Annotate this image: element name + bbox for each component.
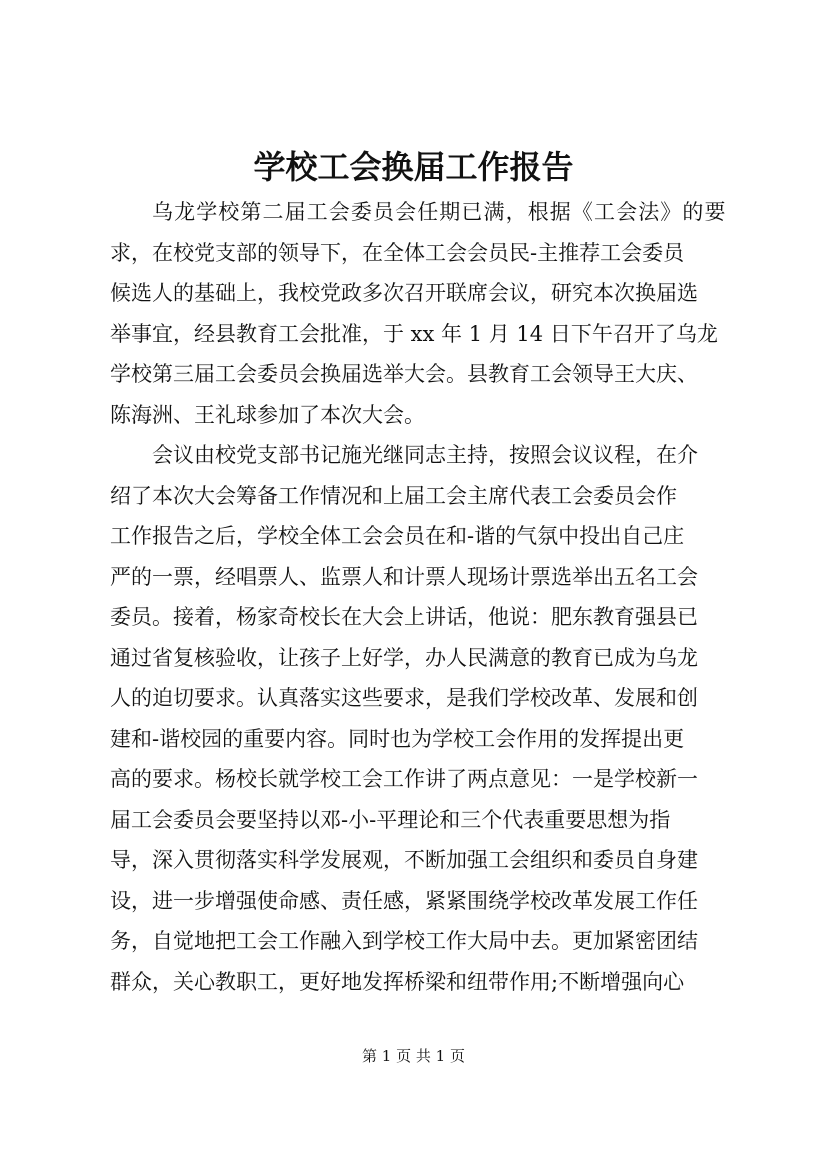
text-line: 人的迫切要求。认真落实这些要求，是我们学校改革、发展和创 — [110, 686, 698, 710]
text-line: 委员。接着，杨家奇校长在大会上讲话，他说：肥东教育强县已 — [110, 605, 698, 629]
paragraph-1 — [110, 192, 750, 435]
text-line: 通过省复核验收，让孩子上好学，办人民满意的教育已成为乌龙 — [110, 645, 698, 670]
text-line: 建和-谐校园的重要内容。同时也为学校工会作用的发挥提出更 — [110, 726, 685, 751]
text-line: 乌龙学校第二届工会委员会任期已满，根据《工会法》的要 — [152, 200, 727, 224]
text-line: 导，深入贯彻落实科学发展观，不断加强工会组织和委员自身建 — [110, 848, 698, 872]
text-line: 届工会委员会要坚持以邓-小-平理论和三个代表重要思想为指 — [110, 807, 671, 832]
text-line: 求，在校党支部的领导下，在全体工会会员民-主推荐工会委员 — [110, 240, 685, 265]
text-line: 严的一票，经唱票人、监票人和计票人现场计票选举出五名工会 — [110, 564, 698, 589]
text-line: 工作报告之后，学校全体工会会员在和-谐的气氛中投出自己庄 — [110, 524, 685, 548]
text-line: 群众，关心教职工，更好地发挥桥梁和纽带作用;不断增强向心 — [110, 969, 685, 994]
text-line: 高的要求。杨校长就学校工会工作讲了两点意见：一是学校新一 — [110, 767, 698, 791]
document-body — [110, 192, 750, 1002]
text-line: 绍了本次大会筹备工作情况和上届工会主席代表工会委员会作 — [110, 483, 677, 508]
text-line: 举事宜，经县教育工会批准，于 xx 年 1 月 14 日下午召开了乌龙 — [110, 321, 718, 346]
text-line: 陈海洲、王礼球参加了本次大会。 — [110, 402, 425, 427]
document-title: 学校工会换届工作报告 — [253, 148, 574, 186]
paragraph-2 — [110, 435, 750, 1002]
text-line: 学校第三届工会委员会换届选举大会。县教育工会领导王大庆、 — [110, 362, 698, 386]
text-line: 设，进一步增强使命感、责任感，紧紧围绕学校改革发展工作任 — [110, 888, 698, 913]
text-line: 务，自觉地把工会工作融入到学校工作大局中去。更加紧密团结 — [110, 929, 698, 953]
text-line: 候选人的基础上，我校党政多次召开联席会议，研究本次换届选 — [110, 281, 698, 305]
page-footer: 第 1 页 共 1 页 — [362, 1047, 465, 1065]
text-line: 会议由校党支部书记施光继同志主持，按照会议议程，在介 — [152, 443, 698, 467]
